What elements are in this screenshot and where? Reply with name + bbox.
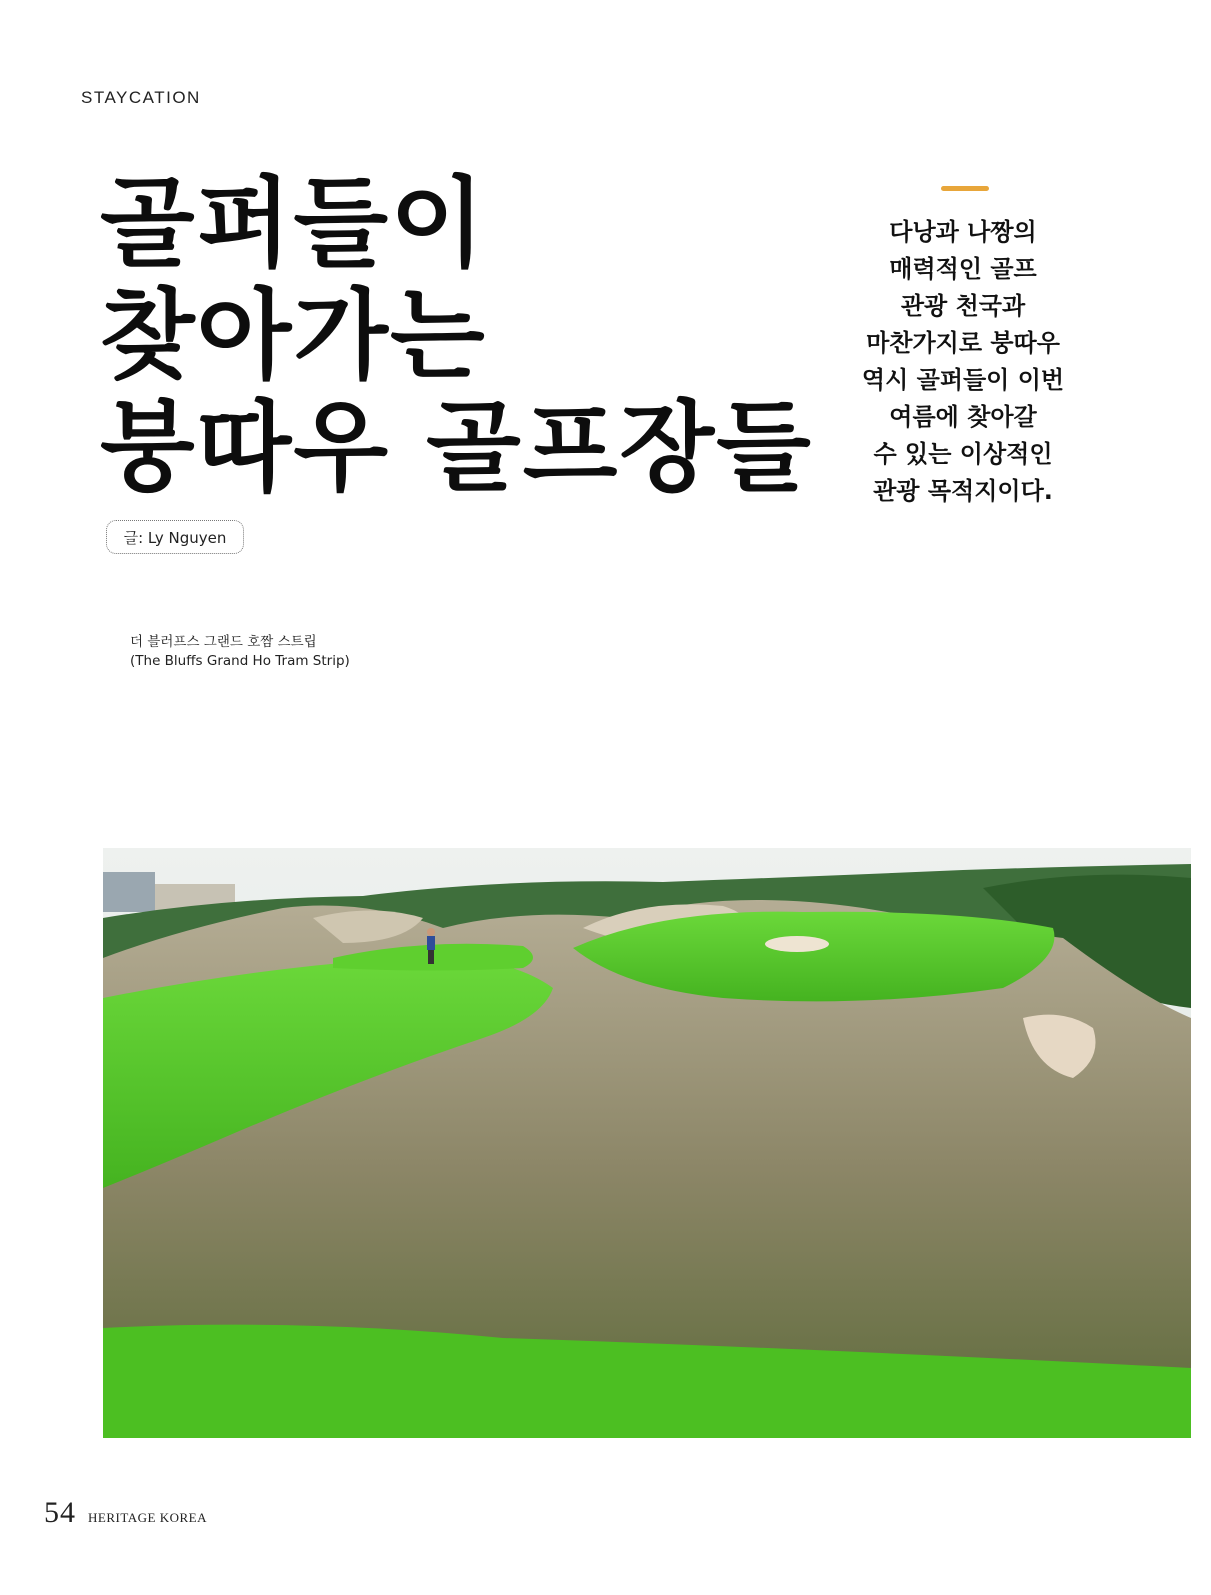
headline-line-2: 찾아가는 (100, 279, 487, 393)
caption-english: (The Bluffs Grand Ho Tram Strip) (130, 653, 350, 669)
deck-line: 관광 천국과 (900, 292, 1026, 320)
magazine-name: HERITAGE KOREA (88, 1510, 207, 1525)
caption-korean: 더 블러프스 그랜드 호짬 스트립 (130, 634, 317, 650)
deck-line: 여름에 찾아갈 (889, 403, 1037, 431)
section-label: STAYCATION (81, 88, 201, 107)
byline: 글: Ly Nguyen (106, 520, 244, 554)
photo-caption (130, 633, 350, 671)
deck-line: 역시 골퍼들이 이번 (861, 366, 1065, 394)
headline-line-1: 골퍼들이 (100, 167, 487, 281)
deck-line: 수 있는 이상적인 (873, 440, 1053, 468)
headline-line-3: 붕따우 골프장들 (100, 391, 813, 505)
headline (100, 168, 820, 504)
deck-line: 마찬가지로 붕따우 (866, 329, 1060, 357)
golf-course-photo (103, 848, 1191, 1438)
page-number: 54 (44, 1496, 76, 1529)
deck-text (858, 214, 1068, 510)
deck-line: 매력적인 골프 (889, 255, 1037, 283)
accent-bar (941, 186, 989, 191)
deck-line: 다낭과 나짱의 (889, 218, 1037, 246)
deck-line: 관광 목적지이다. (873, 477, 1053, 505)
page-footer (44, 1496, 207, 1530)
